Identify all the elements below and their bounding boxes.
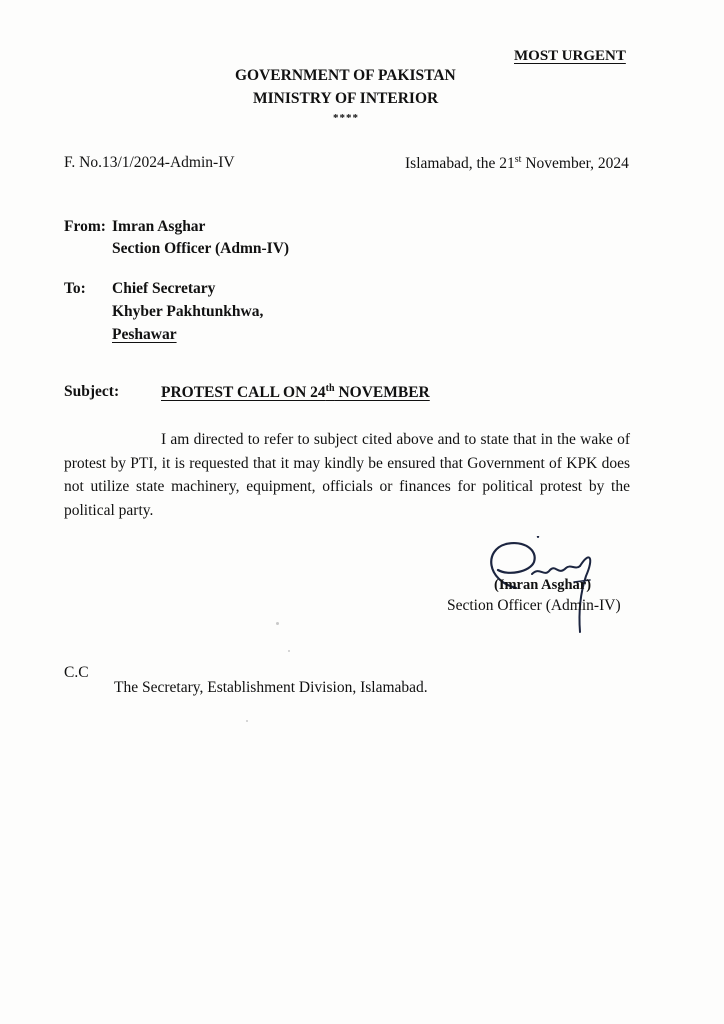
signatory-designation: Section Officer (Admin-IV): [447, 597, 621, 614]
cc-label: C.C: [64, 664, 89, 681]
to-line-2: Khyber Pakhtunkhwa,: [112, 303, 264, 320]
scan-speck: [246, 720, 248, 722]
file-number: F. No.13/1/2024-Admin-IV: [64, 154, 235, 171]
scan-speck: [276, 622, 279, 625]
scan-speck: [288, 650, 290, 652]
date-prefix: Islamabad, the 21: [405, 155, 515, 173]
subject-label: Subject:: [64, 383, 120, 400]
cc-recipient: The Secretary, Establishment Division, Islamabad.: [114, 679, 428, 696]
date-ordinal-suffix: st: [514, 154, 522, 165]
subject-ordinal-suffix: th: [325, 383, 335, 394]
to-label: To:: [64, 280, 86, 297]
government-heading: GOVERNMENT OF PAKISTAN: [235, 67, 456, 84]
to-line-1: Chief Secretary: [112, 280, 216, 297]
ministry-heading: MINISTRY OF INTERIOR: [253, 90, 439, 107]
subject-text: [161, 383, 430, 402]
subject-prefix: PROTEST CALL ON 24: [161, 384, 326, 402]
urgency-mark: MOST URGENT: [514, 48, 626, 64]
heading-separator: ****: [333, 112, 359, 124]
from-label: From:: [64, 218, 106, 235]
letter-date: [405, 154, 629, 173]
body-paragraph: I am directed to refer to subject cited above and to state that in the wake of protest by PTI, it is requested that it may kindly be ensured that Government of KPK does not utilize state machinery, equipment, officials or finances for political protest by the political party.: [64, 431, 630, 519]
from-name: Imran Asghar: [112, 218, 206, 235]
signatory-name: (Imran Asghar): [494, 577, 592, 593]
date-rest: November, 2024: [521, 155, 629, 173]
to-line-3: Peshawar: [112, 326, 177, 343]
from-designation: Section Officer (Admn-IV): [112, 240, 290, 257]
subject-rest: NOVEMBER: [334, 384, 430, 402]
